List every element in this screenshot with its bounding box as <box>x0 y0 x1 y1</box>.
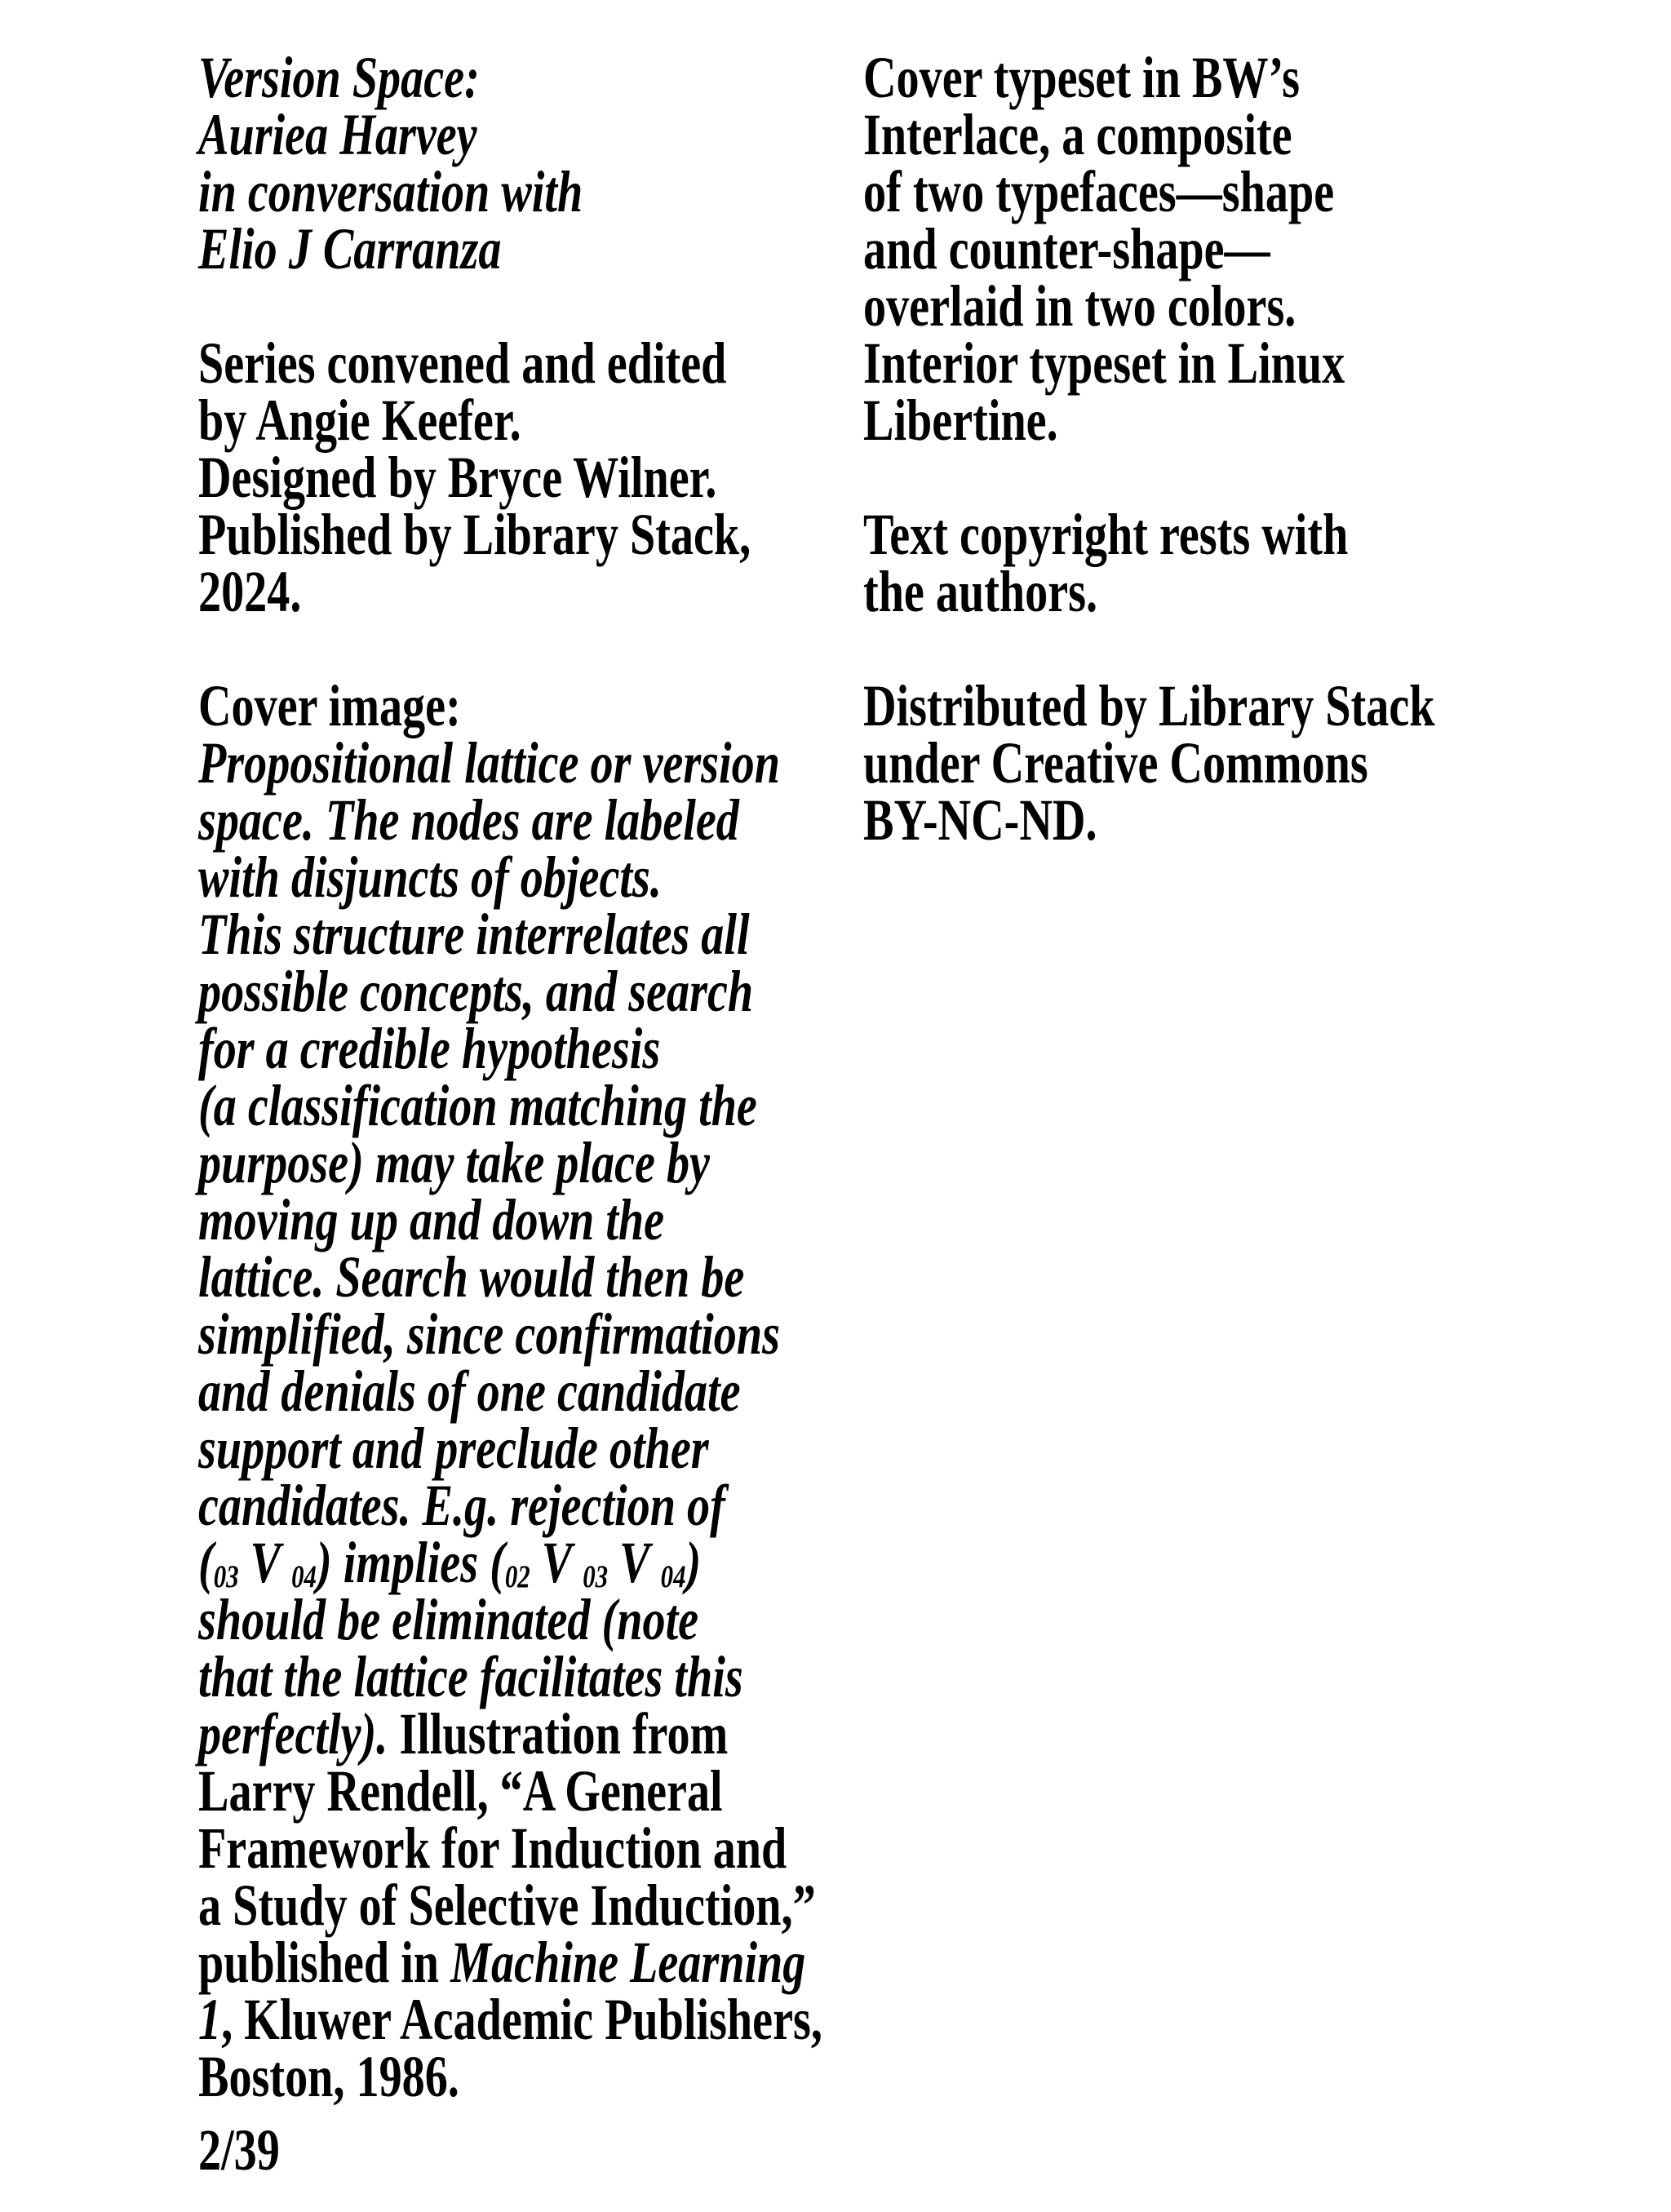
text-line <box>198 559 822 624</box>
text-segment: Series convened and edited <box>198 330 727 396</box>
blank-line <box>198 620 822 677</box>
text-line <box>863 730 1435 796</box>
text-segment: This structure interrelates all <box>198 902 750 967</box>
blank-line <box>198 277 822 335</box>
text-line <box>198 502 822 567</box>
text-segment: Propositional lattice or version <box>198 730 780 796</box>
page-number-text: 2/39 <box>198 2117 280 2183</box>
text-line <box>198 1416 822 1481</box>
text-segment: for a credible hypothesis <box>198 1016 661 1081</box>
text-segment: BY-NC-ND. <box>863 787 1097 853</box>
text-line <box>198 1473 822 1538</box>
text-segment: 04 <box>660 1558 686 1595</box>
text-line <box>198 1016 822 1081</box>
text-segment: V <box>238 1530 292 1595</box>
text-line <box>198 216 822 281</box>
text-segment: 1 <box>198 1987 222 2052</box>
blank-line <box>863 620 1435 677</box>
text-line <box>863 216 1435 281</box>
text-segment: Text copyright rests with <box>863 502 1349 567</box>
text-line <box>198 1644 822 1709</box>
text-segment: simplified, since confirmations <box>198 1301 780 1367</box>
text-segment: support and preclude other <box>198 1416 709 1481</box>
text-segment: 03 <box>583 1558 609 1595</box>
text-segment: with disjuncts of objects. <box>198 844 662 910</box>
text-segment: Illustration from <box>388 1701 729 1766</box>
text-line <box>863 388 1435 453</box>
text-segment: 02 <box>504 1558 530 1595</box>
text-line <box>198 1758 822 1824</box>
text-segment: Distributed by Library Stack <box>863 673 1435 738</box>
text-segment: Framework for Induction and <box>198 1815 787 1881</box>
page-number <box>198 2117 280 2183</box>
text-segment: space. The nodes are labeled <box>198 787 739 853</box>
text-line <box>863 502 1435 567</box>
text-line <box>198 2044 822 2109</box>
text-line <box>198 730 822 796</box>
text-segment: possible concepts, and search <box>198 959 754 1024</box>
text-segment: published in <box>198 1930 451 1995</box>
text-segment: 2024. <box>198 559 302 624</box>
text-line <box>198 902 822 967</box>
text-line <box>198 1301 822 1367</box>
text-segment: purpose) may take place by <box>198 1130 710 1195</box>
text-line <box>863 673 1435 738</box>
text-segment: that the lattice facilitates this <box>198 1644 743 1709</box>
text-segment: Libertine. <box>863 388 1058 453</box>
text-segment: in conversation with <box>198 159 583 224</box>
text-line <box>198 102 822 167</box>
text-segment: Elio J Carranza <box>198 216 502 281</box>
text-line <box>198 844 822 910</box>
text-segment: under Creative Commons <box>863 730 1368 796</box>
text-line <box>198 787 822 853</box>
text-line <box>198 1587 822 1652</box>
text-segment: (a classification matching the <box>198 1073 757 1138</box>
text-segment: , Kluwer Academic Publishers, <box>221 1987 822 2052</box>
text-segment: V <box>608 1530 661 1595</box>
text-line <box>863 102 1435 167</box>
text-segment: Version Space: <box>198 45 480 110</box>
text-segment: Larry Rendell, “A General <box>198 1758 723 1824</box>
text-line <box>198 45 822 110</box>
text-segment: the authors. <box>863 559 1098 624</box>
text-line <box>198 388 822 453</box>
text-segment: Machine Learning <box>450 1930 806 1995</box>
text-line <box>198 159 822 224</box>
text-line <box>863 330 1435 396</box>
text-segment: Boston, 1986. <box>198 2044 459 2109</box>
text-segment: of two typefaces—shape <box>863 159 1335 224</box>
text-line <box>198 1187 822 1252</box>
text-line <box>198 1130 822 1195</box>
text-line <box>863 45 1435 110</box>
text-line <box>198 1873 822 1938</box>
text-segment: Interlace, a composite <box>863 102 1292 167</box>
text-segment: ( <box>198 1530 214 1595</box>
text-segment: ) implies ( <box>316 1530 505 1595</box>
text-line <box>198 1987 822 2052</box>
text-segment: V <box>530 1530 583 1595</box>
text-segment: and counter-shape— <box>863 216 1270 281</box>
text-segment: a Study of Selective Induction,” <box>198 1873 816 1938</box>
text-segment: ) <box>685 1530 702 1595</box>
text-segment: Published by Library Stack, <box>198 502 751 567</box>
text-line <box>198 1815 822 1881</box>
text-segment: and denials of one candidate <box>198 1359 741 1424</box>
text-segment: by Angie Keefer. <box>198 388 521 453</box>
blank-line <box>863 449 1435 506</box>
left-column <box>198 45 822 2109</box>
text-line <box>198 1073 822 1138</box>
text-line <box>863 559 1435 624</box>
text-line <box>863 273 1435 339</box>
text-line <box>198 1930 822 1995</box>
text-segment: Designed by Bryce Wilner. <box>198 445 717 510</box>
text-segment: overlaid in two colors. <box>863 273 1296 339</box>
text-line <box>863 787 1435 853</box>
text-line <box>198 445 822 510</box>
text-segment: candidates. E.g. rejection of <box>198 1473 725 1538</box>
text-line <box>198 1530 822 1595</box>
text-segment: perfectly). <box>198 1701 388 1766</box>
text-segment: moving up and down the <box>198 1187 665 1252</box>
right-column <box>863 45 1435 853</box>
text-segment: 04 <box>291 1558 317 1595</box>
text-line <box>198 959 822 1024</box>
text-line <box>198 330 822 396</box>
text-segment: Interior typeset in Linux <box>863 330 1345 396</box>
text-line <box>198 1359 822 1424</box>
text-segment: 03 <box>213 1558 239 1595</box>
text-line <box>198 673 822 738</box>
text-segment: should be eliminated (note <box>198 1587 699 1652</box>
text-segment: Cover image: <box>198 673 461 738</box>
text-line <box>198 1701 822 1766</box>
text-segment: Auriea Harvey <box>198 102 477 167</box>
text-line <box>198 1244 822 1310</box>
text-line <box>863 159 1435 224</box>
text-segment: lattice. Search would then be <box>198 1244 745 1310</box>
text-segment: Cover typeset in BW’s <box>863 45 1301 110</box>
